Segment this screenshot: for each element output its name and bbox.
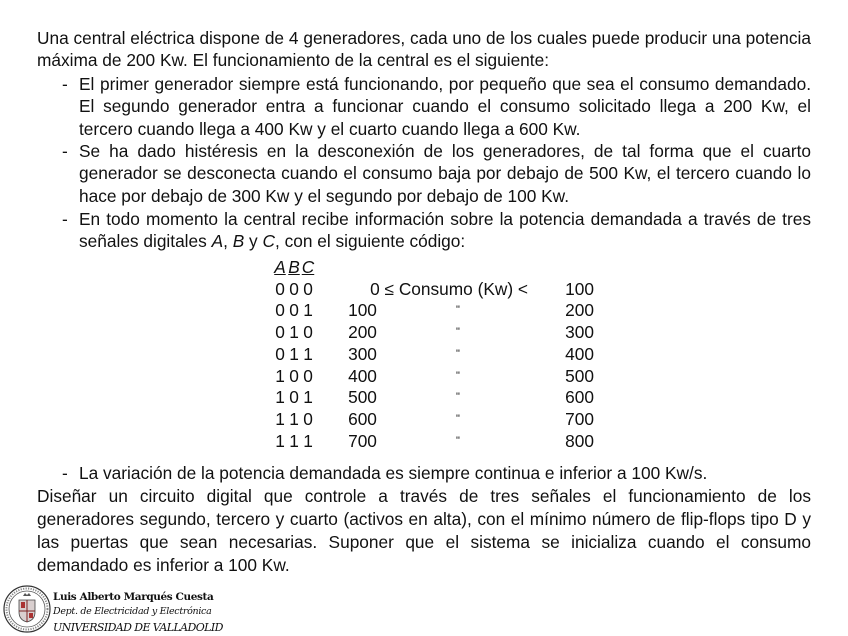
- bit-a: 1: [275, 408, 285, 429]
- bullet-dash: -: [62, 209, 68, 229]
- table-header: [273, 257, 594, 279]
- ditto-mark: ": [456, 434, 460, 447]
- bit-c: 0: [303, 408, 313, 429]
- signal-b: B: [232, 231, 245, 252]
- bit-a: 1: [275, 430, 285, 451]
- table-row: [273, 300, 594, 322]
- bullet-variation: [62, 462, 811, 484]
- header-c: C: [301, 257, 315, 277]
- table-row: [273, 322, 594, 344]
- bit-b: 0: [289, 387, 299, 408]
- range-low: 100: [348, 300, 377, 321]
- bullet-signals: [62, 208, 811, 253]
- bit-b: 0: [289, 365, 299, 386]
- bit-a: 0: [275, 343, 285, 364]
- bit-a: 1: [275, 387, 285, 408]
- ditto-mark: ": [456, 412, 460, 425]
- bit-c: 0: [303, 365, 313, 386]
- bit-b: 1: [289, 408, 299, 429]
- consumo-range-label: 0 ≤ Consumo (Kw) <: [370, 278, 528, 299]
- bit-a: 0: [275, 322, 285, 343]
- range-low: 300: [348, 343, 377, 364]
- bullet-text: La variación de la potencia demandada es siempre continua e inferior a 100 Kw/s.: [79, 463, 708, 483]
- bit-c: 1: [303, 343, 313, 364]
- ditto-mark: ": [456, 304, 460, 317]
- header-a: A: [274, 257, 286, 277]
- ditto-mark: ": [456, 347, 460, 360]
- author-name: Luis Alberto Marqués Cuesta: [53, 591, 214, 603]
- intro-paragraph: Una central eléctrica dispone de 4 generadores, cada uno de los cuales puede producir una potencia máxima de 200 Kw. El funcionamiento de la central es el siguiente:: [37, 28, 811, 70]
- range-high: 100: [565, 278, 594, 299]
- range-high: 500: [565, 365, 594, 386]
- range-high: 800: [565, 430, 594, 451]
- signal-a: A: [211, 231, 224, 252]
- range-low: 200: [348, 322, 377, 343]
- ditto-mark: ": [456, 369, 460, 382]
- bit-b: 1: [289, 322, 299, 343]
- range-high: 600: [565, 387, 594, 408]
- table-row: [273, 431, 594, 453]
- bit-b: 0: [289, 278, 299, 299]
- range-high: 400: [565, 343, 594, 364]
- university-seal-icon: [2, 584, 52, 634]
- bullet-text: Se ha dado histéresis en la desconexión de los generadores, de tal forma que el cuarto generador se desconecta cuando el consumo baja por debajo de 500 Kw, el tercero cuando lo hace por debajo de 300 Kw y el segundo por debajo de 100 Kw.: [79, 141, 811, 206]
- bullet-hysteresis: [62, 140, 811, 207]
- table-row: [273, 387, 594, 409]
- range-low: 400: [348, 365, 377, 386]
- author-department: Dept. de Electricidad y Electrónica: [53, 606, 212, 617]
- bit-c: 1: [303, 430, 313, 451]
- bit-c: 1: [303, 387, 313, 408]
- range-low: 500: [348, 387, 377, 408]
- bit-c: 0: [303, 322, 313, 343]
- bullet-first-generator: [62, 73, 811, 140]
- table-row: [273, 344, 594, 366]
- table-row: [273, 409, 594, 431]
- bullet-text: El primer generador siempre está funcionando, por pequeño que sea el consumo demandado. El segundo generador entra a funcionar cuando el consumo solicitado llega a 200 Kw, el tercero cuando llega a 400 Kw y el cuarto cuando llega a 600 Kw.: [79, 74, 811, 139]
- bullet-dash: -: [62, 141, 68, 161]
- author-university: UNIVERSIDAD DE VALLADOLID: [53, 621, 223, 634]
- bullet-dash: -: [62, 74, 68, 94]
- bit-b: 1: [289, 430, 299, 451]
- range-low: 600: [348, 408, 377, 429]
- bit-b: 0: [289, 300, 299, 321]
- table-row: [273, 366, 594, 388]
- ditto-mark: ": [456, 391, 460, 404]
- range-high: 700: [565, 408, 594, 429]
- bit-b: 1: [289, 343, 299, 364]
- bullet-dash: -: [62, 463, 68, 483]
- ditto-mark: ": [456, 326, 460, 339]
- range-low: 700: [348, 430, 377, 451]
- range-high: 200: [565, 300, 594, 321]
- bit-c: 1: [303, 300, 313, 321]
- table-row: [273, 279, 594, 301]
- header-b: B: [288, 257, 300, 277]
- bullet-text: En todo momento la central recibe información sobre la potencia demandada a través de tres señales digitales A, B y C, con el siguiente código:: [79, 209, 811, 252]
- range-high: 300: [565, 322, 594, 343]
- signal-c: C: [262, 231, 275, 252]
- bit-c: 0: [303, 278, 313, 299]
- bit-a: 0: [275, 300, 285, 321]
- code-table: [273, 257, 594, 452]
- conclusion-paragraph: Diseñar un circuito digital que controle a través de tres señales el funcionamiento de los generadores segundo, tercero y cuarto (activos en alta), con el mínimo número de flip-flops tipo D y las puertas que sean necesarias. Suponer que el sistema se inicializa cuando el consumo demandado es inferior a 100 Kw.: [37, 486, 811, 575]
- bit-a: 0: [275, 278, 285, 299]
- bit-a: 1: [275, 365, 285, 386]
